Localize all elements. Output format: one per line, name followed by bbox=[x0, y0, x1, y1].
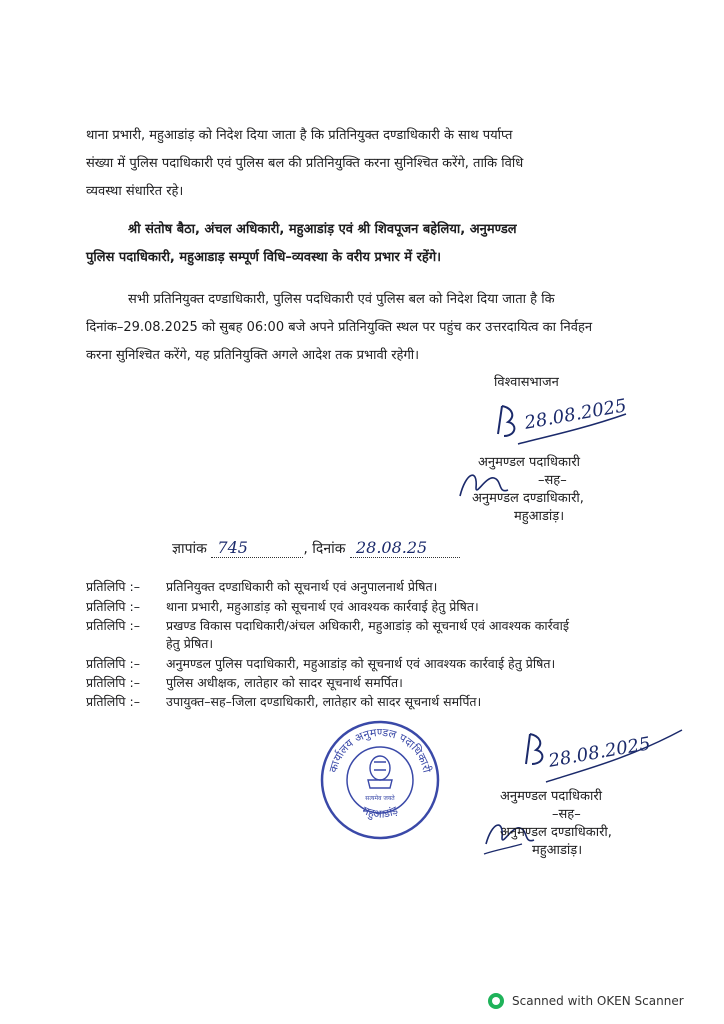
paragraph-1-line: व्यवस्था संधारित रहे। bbox=[86, 184, 184, 199]
paragraph-3-line: सभी प्रतिनियुक्त दण्डाधिकारी, पुलिस पदधिकारी एवं पुलिस बल को निदेश दिया जाता है कि bbox=[128, 292, 555, 307]
copy-row bbox=[86, 617, 569, 634]
emblem-icon bbox=[368, 756, 392, 788]
signature-1-title: अनुमण्डल पदाधिकारी bbox=[478, 455, 581, 470]
paragraph-1 bbox=[86, 122, 638, 206]
signature-2-place: महुआडांड़। bbox=[532, 843, 583, 858]
memo-number: 745 bbox=[217, 538, 248, 557]
memo-date-label: दिनांक bbox=[312, 541, 346, 557]
closing-text: विश्वासभाजन bbox=[494, 375, 559, 390]
paragraph-3 bbox=[86, 286, 638, 370]
seal-motto: सत्यमेव जयते bbox=[365, 795, 395, 802]
memo-line: ज्ञापांक 745 , दिनांक 28.08.25 bbox=[172, 538, 460, 558]
copy-label: प्रतिलिपि :– bbox=[86, 599, 140, 614]
copy-label: प्रतिलिपि :– bbox=[86, 675, 140, 690]
oken-logo-icon bbox=[488, 993, 504, 1009]
copy-row-continued bbox=[166, 635, 213, 652]
copy-label: प्रतिलिपि :– bbox=[86, 579, 140, 594]
memo-date: 28.08.25 bbox=[355, 538, 428, 557]
signature-1-cum: –सह– bbox=[538, 473, 567, 488]
signature-2-title2: अनुमण्डल दण्डाधिकारी, bbox=[500, 825, 612, 840]
copy-text: अनुमण्डल पुलिस पदाधिकारी, महुआडांड़ को सूचनार्थ एवं आवश्यक कार्रवाई हेतु प्रेषित। bbox=[166, 656, 556, 671]
paragraph-3-line: दिनांक–29.08.2025 को सुबह 06:00 बजे अपने प्रतिनियुक्ति स्थल पर पहुंच कर उत्तरदायित्व का निर्वहन bbox=[86, 320, 593, 335]
paragraph-2-line: पुलिस पदाधिकारी, महुआडाड़ सम्पूर्ण विधि–व्यवस्था के वरीय प्रभार में रहेंगे। bbox=[86, 250, 442, 265]
copy-row bbox=[86, 578, 437, 595]
copy-row bbox=[86, 598, 479, 615]
paragraph-1-line: संख्या में पुलिस पदाधिकारी एवं पुलिस बल की प्रतिनियुक्ति करना सुनिश्चित करेंगे, ताकि विधि bbox=[86, 156, 524, 171]
signature-2-date: 28.08.2025 bbox=[546, 733, 653, 772]
seal-top-text: कार्यालय अनुमण्डल पदाधिकारी bbox=[326, 725, 434, 774]
footer-text: Scanned with OKEN Scanner bbox=[512, 994, 684, 1008]
official-seal bbox=[318, 718, 442, 842]
copy-text: प्रखण्ड विकास पदाधिकारी/अंचल अधिकारी, महुआडांड़ को सूचनार्थ एवं आवश्यक कार्रवाई bbox=[166, 618, 570, 633]
copy-text: उपायुक्त–सह–जिला दण्डाधिकारी, लातेहार को सादर सूचनार्थ समर्पित। bbox=[166, 694, 482, 709]
paragraph-1-line: थाना प्रभारी, महुआडांड़ को निदेश दिया जाता है कि प्रतिनियुक्त दण्डाधिकारी के साथ पर्याप्त bbox=[86, 128, 513, 143]
signature-1-date: 28.08.2025 bbox=[522, 395, 629, 434]
copy-text: प्रतिनियुक्त दण्डाधिकारी को सूचनार्थ एवं अनुपालनार्थ प्रेषित। bbox=[166, 579, 438, 594]
paragraph-2 bbox=[86, 216, 638, 272]
scanner-footer bbox=[488, 993, 684, 1009]
paragraph-3-line: करना सुनिश्चित करेंगे, यह प्रतिनियुक्ति अगले आदेश तक प्रभावी रहेगी। bbox=[86, 348, 420, 363]
copy-label: प्रतिलिपि :– bbox=[86, 694, 140, 709]
copy-row bbox=[86, 674, 403, 691]
paragraph-2-line: श्री संतोष बैठा, अंचल अधिकारी, महुआडांड़ एवं श्री शिवपूजन बहेलिया, अनुमण्डल bbox=[128, 222, 517, 237]
copy-text: थाना प्रभारी, महुआडांड़ को सूचनार्थ एवं आवश्यक कार्रवाई हेतु प्रेषित। bbox=[166, 599, 479, 614]
signature-2-title: अनुमण्डल पदाधिकारी bbox=[500, 789, 603, 804]
signature-2-cum: –सह– bbox=[552, 807, 581, 822]
signature-1-place: महुआडांड़। bbox=[514, 509, 565, 524]
copy-label: प्रतिलिपि :– bbox=[86, 618, 140, 633]
memo-label: ज्ञापांक bbox=[172, 541, 207, 557]
copy-label: प्रतिलिपि :– bbox=[86, 656, 140, 671]
copy-text: हेतु प्रेषित। bbox=[166, 636, 214, 651]
signature-1-title2: अनुमण्डल दण्डाधिकारी, bbox=[472, 491, 584, 506]
seal-bottom-text: महुआडांड़ bbox=[360, 803, 400, 821]
copy-text: पुलिस अधीक्षक, लातेहार को सादर सूचनार्थ समर्पित। bbox=[166, 675, 403, 690]
copy-row bbox=[86, 655, 555, 672]
copy-row bbox=[86, 693, 481, 710]
